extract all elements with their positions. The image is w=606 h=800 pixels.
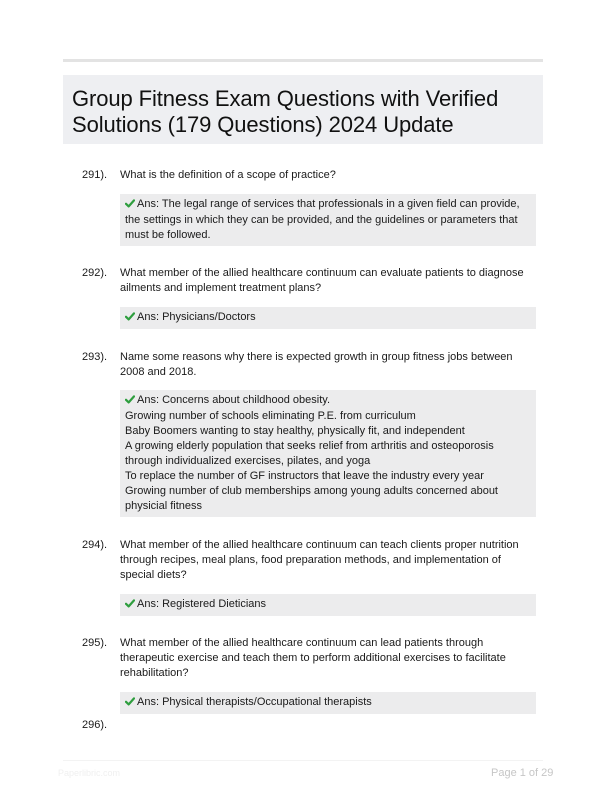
bottom-divider <box>63 760 543 761</box>
check-icon <box>125 311 137 326</box>
check-icon <box>125 696 137 711</box>
answer-text: Growing number of schools eliminating P.E. from curriculum <box>125 410 416 422</box>
top-divider <box>63 59 543 62</box>
question-text: What is the definition of a scope of practice? <box>120 169 336 181</box>
answer-text: Growing number of club memberships among young adults concerned about physicial fitness <box>125 485 498 512</box>
check-icon <box>125 598 137 613</box>
question-text: What member of the allied healthcare continuum can lead patients through therapeutic exercise and teach them to perform additional exercises to facilitate rehabilitation? <box>120 637 506 679</box>
answer-text: Ans: The legal range of services that professionals in a given field can provide, the settings in which they can be provided, and the guidelines or parameters that must be followed. <box>125 198 520 241</box>
question-block <box>82 636 537 714</box>
answer-text: Ans: Registered Dieticians <box>137 598 267 610</box>
question-number: 296). <box>82 719 108 731</box>
answer-text: Ans: Concerns about childhood obesity. <box>137 394 331 406</box>
question-block <box>82 266 537 329</box>
page-title: Group Fitness Exam Questions with Verified Solutions (179 Questions) 2024 Update <box>72 86 499 137</box>
question-number: 293). <box>82 351 108 363</box>
check-icon <box>125 394 137 409</box>
answer-box <box>120 390 536 517</box>
answer-text: A growing elderly population that seeks relief from arthritis and osteoporosis through individualized exercises, pilates, and yoga <box>125 440 494 467</box>
question-block <box>82 538 537 616</box>
question-number: 294). <box>82 539 108 551</box>
question-block <box>82 350 537 517</box>
question-number: 295). <box>82 637 108 649</box>
answer-box <box>120 594 536 616</box>
answer-box <box>120 194 536 246</box>
question-text: Name some reasons why there is expected growth in group fitness jobs between 2008 and 2018. <box>120 351 513 378</box>
check-icon <box>125 198 137 213</box>
question-text: What member of the allied healthcare continuum can teach clients proper nutrition through recipes, meal plans, food preparation methods, and implementation of special diets? <box>120 539 519 581</box>
question-text: What member of the allied healthcare continuum can evaluate patients to diagnose ailments and implement treatment plans? <box>120 267 524 294</box>
answer-text: Ans: Physical therapists/Occupational therapists <box>137 696 372 708</box>
page-number: Page 1 of 29 <box>491 767 554 779</box>
answer-box <box>120 692 536 714</box>
question-number: 291). <box>82 169 108 181</box>
answer-text: Baby Boomers wanting to stay healthy, physically fit, and independent <box>125 425 465 437</box>
answer-box <box>120 307 536 329</box>
answer-text: To replace the number of GF instructors that leave the industry every year <box>125 470 484 482</box>
question-block <box>82 168 537 246</box>
question-number: 292). <box>82 267 108 279</box>
title-banner <box>63 75 543 144</box>
answer-text: Ans: Physicians/Doctors <box>137 311 256 323</box>
footer-watermark: Paperlibric.com <box>58 768 121 778</box>
